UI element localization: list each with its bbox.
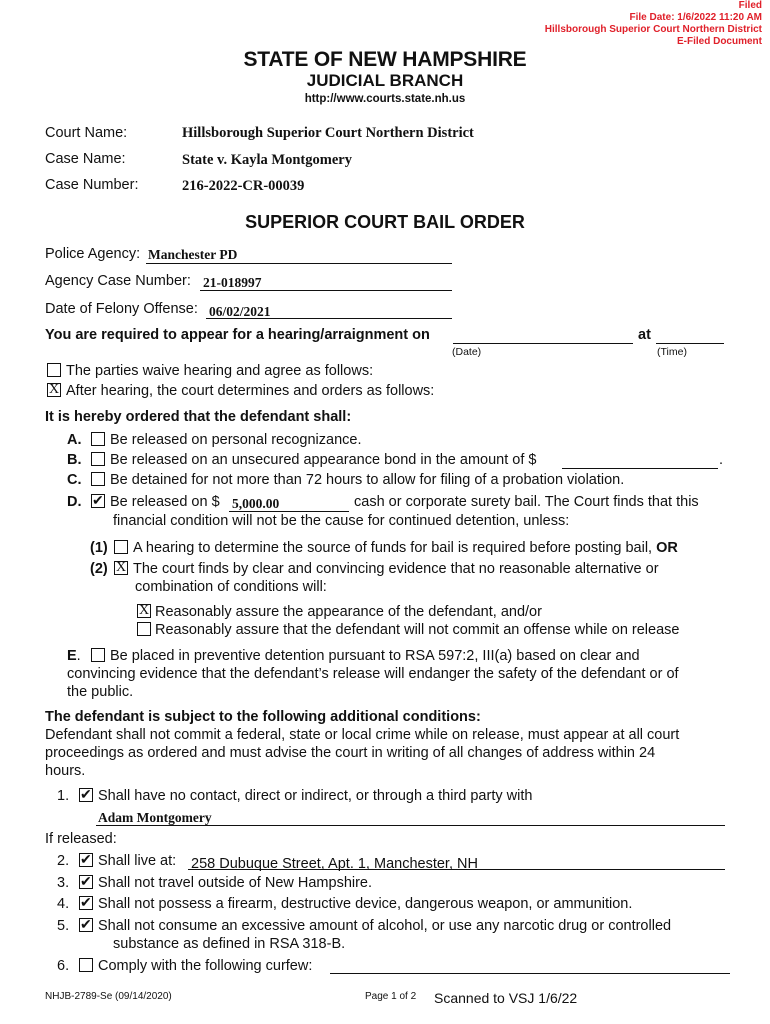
option-e-text1: Be placed in preventive detention pursuant to RSA 597:2, III(a) based on clear and: [110, 648, 640, 664]
residence-address[interactable]: 258 Dubuque Street, Apt. 1, Manchester, NH: [191, 856, 478, 872]
state-title: STATE OF NEW HAMPSHIRE: [243, 48, 527, 71]
option-d-letter: D.: [67, 494, 82, 510]
condition-5-num: 5.: [57, 918, 70, 934]
case-number-value: 216-2022-CR-00039: [182, 178, 305, 194]
stamp-file-date: File Date: 1/6/2022 11:20 AM: [629, 12, 762, 23]
form-id: NHJB-2789-Se (09/14/2020): [45, 991, 172, 1002]
condition-1-num: 1.: [57, 788, 70, 804]
sub1-checkbox[interactable]: [114, 540, 128, 554]
date-caption: (Date): [452, 346, 482, 358]
assure1-text: Reasonably assure the appearance of the defendant, and/or: [155, 604, 542, 620]
police-agency-line: [146, 263, 452, 264]
option-a[interactable]: [91, 432, 362, 448]
time-caption: (Time): [657, 346, 687, 358]
appear-time-line[interactable]: [656, 343, 724, 344]
condition-5-checkbox[interactable]: [79, 918, 93, 932]
condition-6[interactable]: [79, 958, 312, 974]
assure1-checkbox[interactable]: [137, 604, 151, 618]
police-agency-value[interactable]: Manchester PD: [148, 247, 238, 262]
agency-case-value[interactable]: 21-018997: [203, 275, 262, 290]
condition-3-num: 3.: [57, 875, 70, 891]
option-d-text1: Be released on $: [110, 494, 220, 510]
appear-label: You are required to appear for a hearing/arraignment on: [45, 327, 430, 343]
waive-text: The parties waive hearing and agree as follows:: [66, 363, 374, 379]
waive-checkbox[interactable]: [47, 363, 61, 377]
option-a-text: Be released on personal recognizance.: [110, 432, 362, 448]
condition-3-checkbox[interactable]: [79, 875, 93, 889]
sub2-checkbox[interactable]: [114, 561, 128, 575]
case-name-label: Case Name:: [45, 151, 126, 167]
option-d-text3: financial condition will not be the cause for continued detention, unless:: [113, 513, 570, 529]
option-c-checkbox[interactable]: [91, 472, 105, 486]
sub1-text: A hearing to determine the source of funds for bail is required before posting bail,: [133, 540, 653, 556]
at-label: at: [638, 327, 651, 343]
police-agency-label: Police Agency:: [45, 246, 141, 262]
sub2-text1: The court finds by clear and convincing evidence that no reasonable alternative or: [133, 561, 659, 577]
felony-date-label: Date of Felony Offense:: [45, 301, 198, 317]
stamp-court: Hillsborough Superior Court Northern District: [544, 24, 762, 35]
sub2-text2: combination of conditions will:: [135, 579, 327, 595]
assure2-option[interactable]: [137, 622, 679, 638]
condition-6-checkbox[interactable]: [79, 958, 93, 972]
curfew-line[interactable]: [330, 973, 730, 974]
efile-stamp: [545, 0, 762, 48]
sub1-num: (1): [90, 540, 108, 556]
option-e-text2: convincing evidence that the defendant’s release will endanger the safety of the defendant or of: [67, 666, 679, 682]
assure1-option[interactable]: [137, 604, 542, 620]
condition-3[interactable]: [79, 875, 372, 891]
hearing-text: After hearing, the court determines and orders as follows:: [66, 383, 435, 399]
condition-4-checkbox[interactable]: [79, 896, 93, 910]
agency-case-line: [200, 290, 452, 291]
condition-6-num: 6.: [57, 958, 70, 974]
condition-6-text: Comply with the following curfew:: [98, 958, 313, 974]
option-c-letter: C.: [67, 472, 82, 488]
stamp-efiled: E-Filed Document: [676, 36, 762, 47]
waive-option[interactable]: [47, 363, 373, 379]
condition-1[interactable]: [79, 788, 532, 804]
ordered-heading: It is hereby ordered that the defendant shall:: [45, 409, 352, 425]
scanned-note: Scanned to VSJ 1/6/22: [434, 990, 578, 1006]
option-e[interactable]: [91, 648, 640, 664]
option-d[interactable]: [91, 494, 220, 510]
no-contact-person[interactable]: Adam Montgomery: [98, 810, 212, 825]
option-b-amount-line[interactable]: [562, 468, 718, 469]
appear-date-line[interactable]: [453, 343, 633, 344]
option-e-checkbox[interactable]: [91, 648, 105, 662]
condition-4-num: 4.: [57, 896, 70, 912]
case-number-label: Case Number:: [45, 177, 139, 193]
hearing-option[interactable]: [47, 383, 434, 399]
hearing-checkbox[interactable]: [47, 383, 61, 397]
condition-1-text: Shall have no contact, direct or indirect, or through a third party with: [98, 788, 533, 804]
option-a-letter: A.: [67, 432, 82, 448]
option-b-letter: B.: [67, 452, 82, 468]
condition-2-checkbox[interactable]: [79, 853, 93, 867]
conditions-intro2: proceedings as ordered and must advise the court in writing of all changes of address within 24: [45, 745, 656, 761]
bail-amount-line: [229, 511, 349, 512]
condition-2[interactable]: [79, 853, 176, 869]
conditions-intro1: Defendant shall not commit a federal, state or local crime while on release, must appear at all court: [45, 727, 680, 743]
conditions-intro3: hours.: [45, 763, 86, 779]
condition-1-checkbox[interactable]: [79, 788, 93, 802]
condition-4-text: Shall not possess a firearm, destructive device, dangerous weapon, or ammunition.: [98, 896, 633, 912]
option-e-text3: the public.: [67, 684, 134, 700]
option-b-checkbox[interactable]: [91, 452, 105, 466]
option-c[interactable]: [91, 472, 624, 488]
court-name-label: Court Name:: [45, 125, 128, 141]
option-b[interactable]: [91, 452, 536, 468]
sub1-or: OR: [656, 540, 678, 556]
option-e-letter: E.: [67, 648, 81, 664]
branch-title: JUDICIAL BRANCH: [306, 71, 464, 90]
sub1-option[interactable]: [114, 540, 678, 556]
option-b-text: Be released on an unsecured appearance bond in the amount of $: [110, 452, 537, 468]
no-contact-line: [96, 825, 725, 826]
option-d-text2: cash or corporate surety bail. The Court finds that this: [354, 494, 699, 510]
page-number: Page 1 of 2: [365, 991, 417, 1002]
court-url[interactable]: http://www.courts.state.nh.us: [304, 93, 466, 105]
agency-case-label: Agency Case Number:: [45, 273, 191, 289]
felony-date-value[interactable]: 06/02/2021: [209, 304, 271, 319]
option-b-period: .: [719, 452, 724, 468]
condition-4[interactable]: [79, 896, 632, 912]
option-c-text: Be detained for not more than 72 hours to allow for filing of a probation violation.: [110, 472, 625, 488]
stamp-filed: Filed: [738, 0, 762, 11]
conditions-heading: The defendant is subject to the following additional conditions:: [45, 709, 481, 725]
assure2-text: Reasonably assure that the defendant will not commit an offense while on release: [155, 622, 680, 638]
assure2-checkbox[interactable]: [137, 622, 151, 636]
court-name-value: Hillsborough Superior Court Northern District: [182, 125, 474, 141]
bail-amount[interactable]: 5,000.00: [232, 496, 280, 511]
case-name-value: State v. Kayla Montgomery: [182, 152, 352, 168]
sub2-option[interactable]: [114, 561, 659, 577]
sub2-num: (2): [90, 561, 108, 577]
condition-3-text: Shall not travel outside of New Hampshire.: [98, 875, 373, 891]
residence-line: [188, 869, 725, 870]
condition-2-text: Shall live at:: [98, 853, 177, 869]
if-released-label: If released:: [45, 831, 117, 847]
condition-2-num: 2.: [57, 853, 70, 869]
felony-date-line: [206, 318, 452, 319]
condition-5[interactable]: [79, 918, 671, 934]
order-title: SUPERIOR COURT BAIL ORDER: [245, 212, 525, 232]
condition-5-text1: Shall not consume an excessive amount of alcohol, or use any narcotic drug or controlled: [98, 918, 672, 934]
condition-5-text2: substance as defined in RSA 318-B.: [113, 936, 346, 952]
option-a-checkbox[interactable]: [91, 432, 105, 446]
option-d-checkbox[interactable]: [91, 494, 105, 508]
